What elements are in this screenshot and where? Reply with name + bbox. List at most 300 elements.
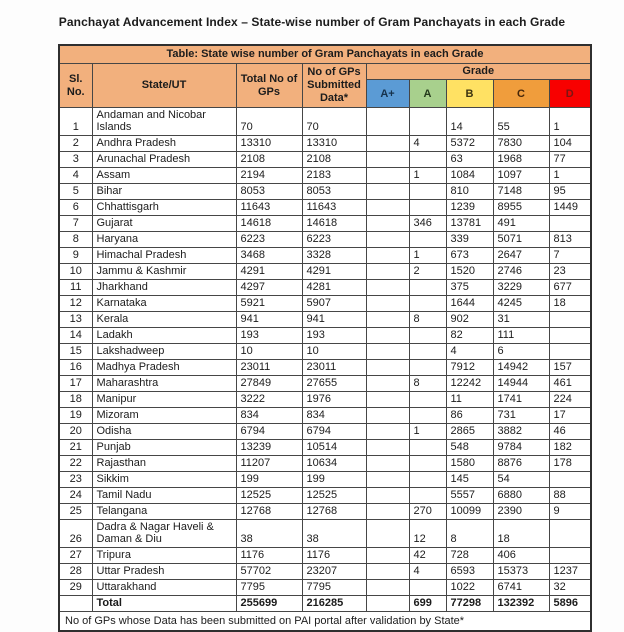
cell-total-gps: 3222 [236,392,302,408]
cell-grade-c: 54 [493,472,549,488]
cell-grade-a: 42 [409,548,446,564]
cell-submitted: 2183 [302,168,366,184]
cell-grade-a [409,296,446,312]
col-header-state-ut: State/UT [92,64,236,108]
cell-sl-no: 12 [59,296,92,312]
cell-sl-no: 19 [59,408,92,424]
cell-submitted: 23207 [302,564,366,580]
cell-grade-a-plus [366,108,409,136]
cell-grade-a [409,184,446,200]
cell-submitted: 1176 [302,548,366,564]
cell-grade-a-plus [366,248,409,264]
cell-grade-c: 55 [493,108,549,136]
cell-grade-b: 13781 [446,216,493,232]
cell-grade-a-plus [366,504,409,520]
table-row [59,152,591,168]
cell-grade-a-plus [366,200,409,216]
cell-grade-a-plus [366,392,409,408]
cell-grade-d: 178 [549,456,591,472]
footnote-row [59,612,591,632]
grade-column-a-plus: A+ [366,80,409,108]
cell-grade-a: 346 [409,216,446,232]
cell-grade-b: 11 [446,392,493,408]
cell-submitted: 38 [302,520,366,548]
cell-total-gps: 7795 [236,580,302,596]
cell-state: Chhattisgarh [92,200,236,216]
cell-sl-no: 7 [59,216,92,232]
cell-grade-a: 1 [409,168,446,184]
cell-grade-a-plus [366,548,409,564]
cell-submitted: 12768 [302,504,366,520]
cell-grade-b: 339 [446,232,493,248]
cell-sl-no [59,596,92,612]
cell-total-gps: 8053 [236,184,302,200]
table-caption: Table: State wise number of Gram Panchayats in each Grade [59,45,591,64]
cell-grade-d: 677 [549,280,591,296]
grade-column-b: B [446,80,493,108]
cell-grade-b: 902 [446,312,493,328]
cell-grade-c: 6 [493,344,549,360]
cell-grade-d: 157 [549,360,591,376]
cell-grade-a-plus [366,136,409,152]
cell-grade-a-plus [366,520,409,548]
cell-grade-d: 9 [549,504,591,520]
table-row [59,456,591,472]
table-row [59,264,591,280]
cell-grade-c: 731 [493,408,549,424]
cell-grade-d: 182 [549,440,591,456]
cell-grade-b: 548 [446,440,493,456]
col-header-sl-no: Sl. No. [59,64,92,108]
cell-sl-no: 28 [59,564,92,580]
table-row [59,296,591,312]
cell-state: Himachal Pradesh [92,248,236,264]
grade-column-d: D [549,80,591,108]
cell-grade-a [409,108,446,136]
cell-grade-c: 31 [493,312,549,328]
cell-grade-a-plus [366,360,409,376]
cell-sl-no: 1 [59,108,92,136]
cell-grade-c: 132392 [493,596,549,612]
cell-state: Haryana [92,232,236,248]
table-row [59,184,591,200]
cell-grade-a-plus [366,312,409,328]
cell-grade-d [549,548,591,564]
cell-total-gps: 57702 [236,564,302,580]
cell-grade-a [409,456,446,472]
cell-state: Odisha [92,424,236,440]
cell-submitted: 2108 [302,152,366,168]
cell-total-gps: 6223 [236,232,302,248]
cell-grade-a-plus [366,328,409,344]
cell-grade-c: 14944 [493,376,549,392]
cell-sl-no: 13 [59,312,92,328]
cell-grade-a [409,472,446,488]
cell-grade-c: 6880 [493,488,549,504]
cell-grade-a [409,392,446,408]
cell-total-gps: 6794 [236,424,302,440]
cell-grade-a [409,408,446,424]
cell-grade-a-plus [366,488,409,504]
table-row [59,564,591,580]
cell-grade-d: 1 [549,168,591,184]
cell-grade-a-plus [366,564,409,580]
cell-grade-b: 1580 [446,456,493,472]
cell-submitted: 4291 [302,264,366,280]
caption-row [59,45,591,64]
cell-state: Madhya Pradesh [92,360,236,376]
cell-sl-no: 8 [59,232,92,248]
cell-grade-b: 7912 [446,360,493,376]
total-row [59,596,591,612]
cell-grade-b: 86 [446,408,493,424]
table-row [59,472,591,488]
cell-state: Lakshadweep [92,344,236,360]
cell-grade-d: 95 [549,184,591,200]
cell-total-gps: 1176 [236,548,302,564]
table-row [59,280,591,296]
cell-grade-d: 18 [549,296,591,312]
cell-grade-d: 88 [549,488,591,504]
cell-submitted: 216285 [302,596,366,612]
cell-grade-d: 77 [549,152,591,168]
cell-submitted: 199 [302,472,366,488]
cell-total-gps: 13310 [236,136,302,152]
cell-state: Jharkhand [92,280,236,296]
cell-grade-a-plus [366,264,409,280]
cell-grade-c: 2746 [493,264,549,280]
cell-total-gps: 70 [236,108,302,136]
cell-grade-a-plus [366,168,409,184]
cell-grade-c: 4245 [493,296,549,312]
cell-grade-a [409,232,446,248]
col-header-grade: Grade [366,64,591,80]
cell-state: Rajasthan [92,456,236,472]
cell-grade-a [409,328,446,344]
cell-grade-a: 2 [409,264,446,280]
cell-state: Gujarat [92,216,236,232]
cell-sl-no: 22 [59,456,92,472]
cell-grade-a-plus [366,152,409,168]
cell-submitted: 3328 [302,248,366,264]
cell-grade-b: 1022 [446,580,493,596]
cell-sl-no: 17 [59,376,92,392]
cell-submitted: 10514 [302,440,366,456]
cell-state: Ladakh [92,328,236,344]
cell-grade-d: 46 [549,424,591,440]
cell-submitted: 13310 [302,136,366,152]
table-row [59,360,591,376]
cell-grade-c: 2390 [493,504,549,520]
cell-state: Telangana [92,504,236,520]
cell-grade-a-plus [366,232,409,248]
cell-grade-d: 1 [549,108,591,136]
table-row [59,248,591,264]
cell-submitted: 6223 [302,232,366,248]
cell-state: Arunachal Pradesh [92,152,236,168]
cell-state: Assam [92,168,236,184]
cell-grade-b: 6593 [446,564,493,580]
cell-grade-b: 1084 [446,168,493,184]
cell-grade-a-plus [366,424,409,440]
cell-grade-d: 17 [549,408,591,424]
cell-submitted: 193 [302,328,366,344]
header-row-top [59,64,591,80]
cell-submitted: 70 [302,108,366,136]
cell-state: Mizoram [92,408,236,424]
table-row [59,424,591,440]
cell-grade-a-plus [366,344,409,360]
cell-state: Tamil Nadu [92,488,236,504]
grade-column-a: A [409,80,446,108]
cell-grade-c: 111 [493,328,549,344]
cell-grade-c: 1741 [493,392,549,408]
cell-grade-b: 82 [446,328,493,344]
cell-grade-c: 9784 [493,440,549,456]
cell-submitted: 834 [302,408,366,424]
table-row [59,328,591,344]
cell-grade-d [549,328,591,344]
cell-grade-c: 5071 [493,232,549,248]
cell-grade-a-plus [366,184,409,200]
table-header [59,45,591,108]
cell-grade-b: 1239 [446,200,493,216]
cell-sl-no: 24 [59,488,92,504]
cell-grade-a: 12 [409,520,446,548]
cell-state: Andaman and Nicobar Islands [92,108,236,136]
cell-sl-no: 18 [59,392,92,408]
cell-grade-d [549,312,591,328]
cell-total-gps: 27849 [236,376,302,392]
cell-grade-b: 77298 [446,596,493,612]
cell-total-gps: 13239 [236,440,302,456]
cell-submitted: 27655 [302,376,366,392]
cell-grade-b: 14 [446,108,493,136]
col-header-submitted-data: No of GPs Submitted Data* [302,64,366,108]
cell-total-gps: 38 [236,520,302,548]
cell-total-gps: 23011 [236,360,302,376]
cell-grade-c: 8876 [493,456,549,472]
cell-state: Uttarakhand [92,580,236,596]
cell-submitted: 10634 [302,456,366,472]
table-row [59,548,591,564]
cell-grade-a [409,344,446,360]
table-row [59,488,591,504]
cell-sl-no: 16 [59,360,92,376]
col-header-total-gps: Total No of GPs [236,64,302,108]
cell-grade-a [409,280,446,296]
cell-grade-a-plus [366,376,409,392]
cell-grade-b: 5372 [446,136,493,152]
cell-total-gps: 11643 [236,200,302,216]
cell-grade-c: 2647 [493,248,549,264]
cell-submitted: 4281 [302,280,366,296]
cell-sl-no: 9 [59,248,92,264]
cell-sl-no: 10 [59,264,92,280]
cell-submitted: 10 [302,344,366,360]
cell-sl-no: 4 [59,168,92,184]
cell-grade-c: 7148 [493,184,549,200]
cell-submitted: 6794 [302,424,366,440]
cell-grade-d [549,216,591,232]
cell-grade-b: 375 [446,280,493,296]
cell-sl-no: 3 [59,152,92,168]
cell-submitted: 11643 [302,200,366,216]
cell-grade-a: 1 [409,424,446,440]
cell-grade-c: 3882 [493,424,549,440]
cell-state: Manipur [92,392,236,408]
table-footnote: No of GPs whose Data has been submitted on PAI portal after validation by State* [59,612,591,632]
cell-grade-a-plus [366,216,409,232]
cell-total-gps: 941 [236,312,302,328]
table-row [59,344,591,360]
cell-grade-d: 5896 [549,596,591,612]
cell-state: Kerala [92,312,236,328]
cell-submitted: 12525 [302,488,366,504]
cell-grade-c: 8955 [493,200,549,216]
cell-grade-a-plus [366,280,409,296]
cell-state: Dadra & Nagar Haveli & Daman & Diu [92,520,236,548]
cell-grade-c: 18 [493,520,549,548]
cell-grade-b: 145 [446,472,493,488]
cell-sl-no: 27 [59,548,92,564]
cell-submitted: 1976 [302,392,366,408]
cell-grade-c: 491 [493,216,549,232]
cell-grade-a-plus [366,580,409,596]
cell-grade-d: 23 [549,264,591,280]
cell-grade-b: 8 [446,520,493,548]
cell-total-gps: 3468 [236,248,302,264]
cell-total-gps: 12525 [236,488,302,504]
cell-total-gps: 5921 [236,296,302,312]
table-body [59,108,591,632]
cell-grade-a-plus [366,408,409,424]
cell-grade-d [549,344,591,360]
cell-grade-c: 15373 [493,564,549,580]
cell-grade-c: 14942 [493,360,549,376]
cell-grade-a-plus [366,472,409,488]
cell-total-gps: 10 [236,344,302,360]
table-row [59,520,591,548]
cell-submitted: 941 [302,312,366,328]
cell-grade-a: 270 [409,504,446,520]
table-row [59,136,591,152]
cell-grade-b: 2865 [446,424,493,440]
cell-grade-a: 1 [409,248,446,264]
cell-state: Sikkim [92,472,236,488]
table-row [59,200,591,216]
cell-grade-a [409,440,446,456]
cell-grade-d: 461 [549,376,591,392]
cell-state: Punjab [92,440,236,456]
cell-total-gps: 11207 [236,456,302,472]
cell-total-gps: 14618 [236,216,302,232]
cell-sl-no: 29 [59,580,92,596]
cell-total-gps: 255699 [236,596,302,612]
cell-state: Tripura [92,548,236,564]
cell-grade-b: 1520 [446,264,493,280]
cell-total-gps: 834 [236,408,302,424]
cell-submitted: 5907 [302,296,366,312]
cell-state: Andhra Pradesh [92,136,236,152]
table-row [59,232,591,248]
table-row [59,408,591,424]
cell-grade-b: 63 [446,152,493,168]
cell-grade-c: 1968 [493,152,549,168]
cell-grade-b: 810 [446,184,493,200]
table-row [59,108,591,136]
cell-sl-no: 11 [59,280,92,296]
cell-total-gps: 2194 [236,168,302,184]
cell-state: Jammu & Kashmir [92,264,236,280]
cell-sl-no: 6 [59,200,92,216]
cell-grade-b: 5557 [446,488,493,504]
cell-grade-c: 1097 [493,168,549,184]
cell-grade-d: 1237 [549,564,591,580]
cell-grade-d: 32 [549,580,591,596]
table-row [59,504,591,520]
cell-grade-a-plus [366,596,409,612]
cell-state: Bihar [92,184,236,200]
cell-grade-a [409,200,446,216]
cell-grade-d: 813 [549,232,591,248]
cell-state: Total [92,596,236,612]
table-row [59,216,591,232]
cell-total-gps: 4291 [236,264,302,280]
cell-grade-b: 4 [446,344,493,360]
cell-grade-b: 728 [446,548,493,564]
cell-grade-c: 7830 [493,136,549,152]
cell-total-gps: 2108 [236,152,302,168]
cell-grade-d [549,520,591,548]
cell-sl-no: 25 [59,504,92,520]
cell-grade-a-plus [366,456,409,472]
cell-sl-no: 20 [59,424,92,440]
cell-grade-d: 7 [549,248,591,264]
cell-grade-a [409,152,446,168]
cell-grade-c: 406 [493,548,549,564]
cell-grade-a [409,360,446,376]
cell-sl-no: 14 [59,328,92,344]
cell-total-gps: 4297 [236,280,302,296]
cell-state: Maharashtra [92,376,236,392]
cell-submitted: 23011 [302,360,366,376]
cell-sl-no: 21 [59,440,92,456]
cell-sl-no: 5 [59,184,92,200]
cell-grade-a-plus [366,440,409,456]
cell-grade-c: 3229 [493,280,549,296]
cell-grade-a [409,488,446,504]
page-title: Panchayat Advancement Index – State-wise number of Gram Panchayats in each Grade [58,15,566,29]
cell-grade-a: 8 [409,376,446,392]
table-row [59,440,591,456]
cell-grade-b: 1644 [446,296,493,312]
cell-submitted: 8053 [302,184,366,200]
cell-grade-a: 4 [409,564,446,580]
cell-grade-d: 1449 [549,200,591,216]
gp-grade-table [58,44,592,632]
cell-total-gps: 12768 [236,504,302,520]
cell-grade-a: 4 [409,136,446,152]
cell-total-gps: 199 [236,472,302,488]
cell-grade-a [409,580,446,596]
cell-grade-b: 10099 [446,504,493,520]
cell-state: Uttar Pradesh [92,564,236,580]
cell-grade-d: 104 [549,136,591,152]
cell-submitted: 14618 [302,216,366,232]
table-row [59,312,591,328]
cell-grade-d: 224 [549,392,591,408]
